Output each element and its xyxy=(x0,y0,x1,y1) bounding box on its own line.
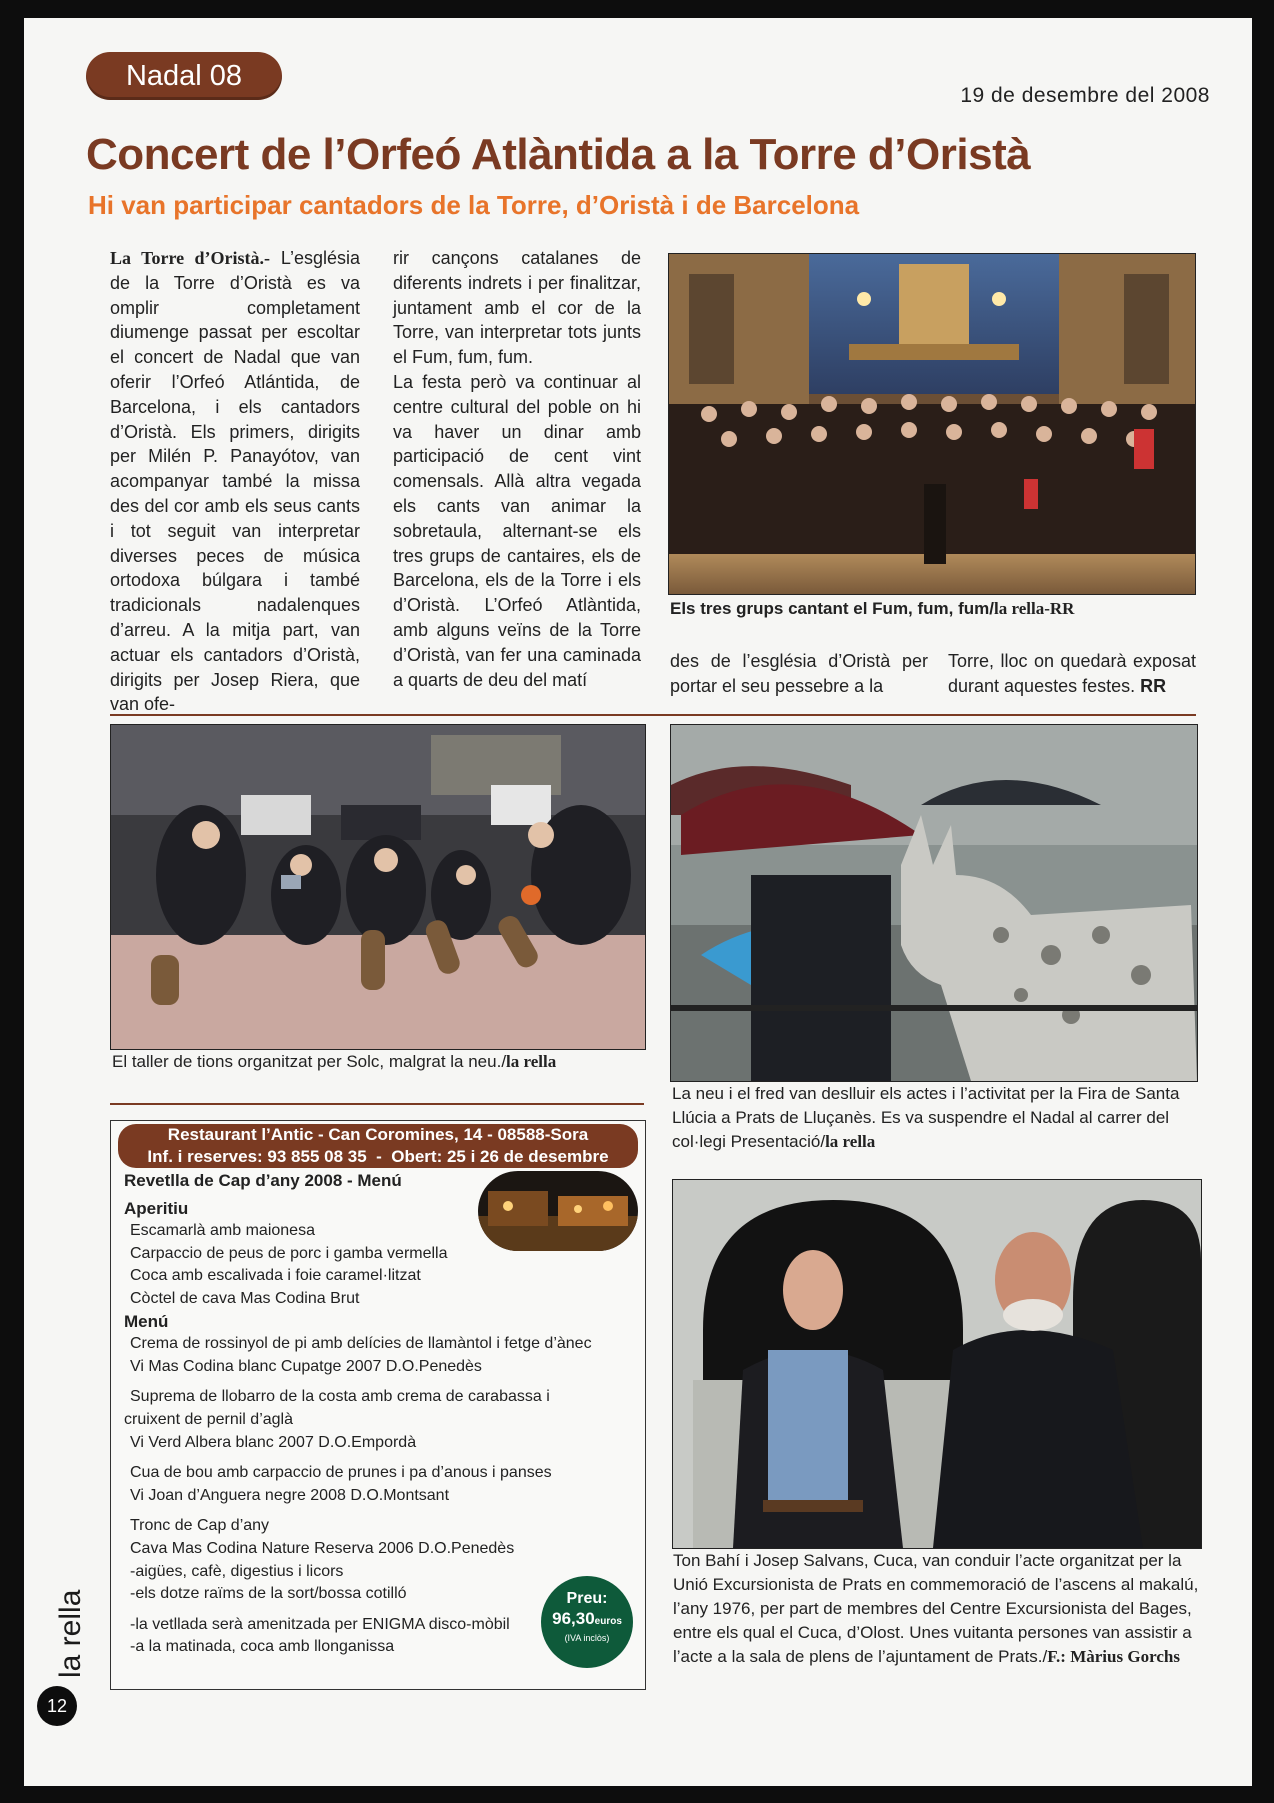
section-tag: Nadal 08 xyxy=(86,52,282,100)
restaurant-address: Restaurant l’Antic - Can Coromines, 14 - 08588-Sora xyxy=(167,1125,589,1144)
menu-extra: -a la matinada, coca amb llonganissa xyxy=(130,1638,395,1656)
subheadline: Hi van participar cantadors de la Torre, d’Oristà i de Barcelona xyxy=(88,190,860,220)
article-col4-text: Torre, lloc on quedarà exposat durant aquestes festes. xyxy=(948,651,1196,696)
tions-photo-caption xyxy=(112,1050,652,1074)
page-number: 12 xyxy=(37,1686,77,1726)
menu-heading: Menú xyxy=(124,1311,169,1331)
headline: Concert de l’Orfeó Atlàntida a la Torre d’Oristà xyxy=(86,130,1031,179)
choir-caption-credit: la rella-RR xyxy=(994,599,1075,618)
section-divider xyxy=(110,714,1196,716)
menu-dish: Suprema de llobarro de la costa amb crema de carabassa i xyxy=(130,1388,550,1406)
article-column-2 xyxy=(393,246,641,692)
choir-photo-image xyxy=(669,254,1195,594)
aperitiu-item: Còctel de cava Mas Codina Brut xyxy=(130,1289,360,1307)
donkey-caption-text: La neu i el fred van deslluir els actes i l’activitat per la Fira de Santa Llúcia a Prats de Lluçanès. Es va suspendre el Nadal al carrer del col·legi Presentació/ xyxy=(672,1084,1180,1151)
choir-caption-text: Els tres grups cantant el Fum, fum, fum/ xyxy=(670,599,994,618)
menu-wine: Vi Mas Codina blanc Cupatge 2007 D.O.Penedès xyxy=(130,1357,482,1375)
restaurant-banner xyxy=(118,1124,638,1168)
magazine-logo-vertical xyxy=(44,1560,94,1680)
menu-wine: Cava Mas Codina Nature Reserva 2006 D.O.Penedès xyxy=(130,1539,515,1557)
menu-extra: -aigües, cafè, digestius i licors xyxy=(130,1562,344,1580)
aperitiu-item: Escamarlà amb maionesa xyxy=(130,1222,315,1240)
menu-wine: Vi Verd Albera blanc 2007 D.O.Empordà xyxy=(130,1433,417,1451)
price-label: Preu: xyxy=(566,1590,608,1607)
article-col2-p1: rir cançons catalanes de diferents indrets i per finalitzar, juntament amb el cor de la Torre, van interpretar tots junts el Fum, fum, fum. xyxy=(393,248,641,368)
donkey-photo xyxy=(670,724,1198,1082)
article-col3-text: des de l’església d’Oristà per portar el seu pessebre a la xyxy=(670,651,928,696)
issue-date: 19 de desembre del 2008 xyxy=(960,84,1210,107)
menu-extra: -els dotze raïms de la sort/bossa cotilló xyxy=(130,1585,407,1603)
restaurant-contact: Inf. i reserves: 93 855 08 35 - Obert: 25 i 26 de desembre xyxy=(147,1147,609,1166)
side-label: la rella xyxy=(54,1589,87,1678)
donkey-photo-image xyxy=(671,725,1197,1081)
aperitiu-heading: Aperitiu xyxy=(124,1198,189,1218)
menu-dish: Tronc de Cap d’any xyxy=(130,1517,270,1535)
tions-caption-credit: la rella xyxy=(506,1052,557,1071)
menu-divider xyxy=(110,1103,644,1105)
menu-dish-cont: cruixent de pernil d’aglà xyxy=(124,1410,293,1428)
donkey-photo-caption xyxy=(672,1082,1200,1154)
article-column-1 xyxy=(110,246,360,717)
magazine-logo xyxy=(44,1560,94,1680)
donkey-caption-credit: la rella xyxy=(825,1132,876,1151)
price-badge xyxy=(541,1576,633,1668)
menu-title: Revetlla de Cap d’any 2008 - Menú xyxy=(124,1171,402,1190)
article-column-3 xyxy=(670,649,928,699)
aperitiu-item: Coca amb escalivada i foie caramel·litzat xyxy=(130,1267,421,1285)
aperitiu-item: Carpaccio de peus de porc i gamba vermella xyxy=(130,1244,448,1262)
article-col1-text: L’església de la Torre d’Oristà es va omplir completament diumenge passat per escoltar el concert de Nadal que van oferir l’Orfeó Atlántida, de Barcelona, i els cantadors d’Oristà. Els primers, dirigits per Milén P. Panayótov, van acompanyar també la missa des del cor amb els seus cants i tot seguit van interpretar diverses peces de música ortodoxa búlgara i també tradicionals nadalenques d’arreu. A la mitja part, van actuar els cantadors d’Oristà, dirigits per Josep Riera, que van ofe- xyxy=(110,248,360,715)
choir-photo-caption xyxy=(670,597,1196,621)
price-value: 96,30 xyxy=(552,1609,595,1628)
choir-photo xyxy=(668,253,1196,595)
menu-wine: Vi Joan d’Anguera negre 2008 D.O.Montsant xyxy=(130,1486,450,1504)
article-column-4 xyxy=(948,649,1196,699)
tions-caption-text: El taller de tions organitzat per Solc, malgrat la neu./ xyxy=(112,1052,507,1071)
menu-dish: Crema de rossinyol de pi amb delícies de llamàntol i fetge d’ànec xyxy=(130,1335,592,1353)
price-note: (IVA inclòs) xyxy=(564,1633,610,1643)
menu-extra: -la vetllada serà amenitzada per ENIGMA disco-mòbil xyxy=(130,1615,510,1633)
article-col2-p2: La festa però va continuar al centre cultural del poble on hi va haver un dinar amb participació de cent vint comensals. Allà altra vegada els cants van animar la sobretaula, alternant-se els tres grups de cantaires, els de Barcelona, els de la Torre i els d’Oristà. L’Orfeó Atlàntida, amb alguns veïns de la Torre d’Oristà, van fer una caminada a quarts de deu del matí xyxy=(393,371,641,690)
speakers-photo xyxy=(672,1179,1202,1549)
article-signature: RR xyxy=(1140,675,1167,696)
tions-photo xyxy=(110,724,646,1050)
speakers-caption-credit: F.: Màrius Gorchs xyxy=(1047,1647,1180,1666)
speakers-photo-caption xyxy=(673,1549,1203,1669)
speakers-photo-image xyxy=(673,1180,1201,1548)
speakers-caption-text: Ton Bahí i Josep Salvans, Cuca, van conduir l’acte organitzat per la Unió Excursionista de Prats en commemoració de l’ascens al makalú, l’any 1976, per part de membres del Centre Excursionista del Bages, entre els qual el Cuca, d’Olost. Unes vuitanta persones van assistir a l’acte a la sala de plens de l’ajuntament de Prats./ xyxy=(673,1551,1199,1666)
menu-content xyxy=(124,1170,624,1659)
price-unit: euros xyxy=(594,1616,622,1627)
tions-photo-image xyxy=(111,725,645,1049)
article-lead: La Torre d’Oristà.- xyxy=(110,248,270,268)
menu-dish: Cua de bou amb carpaccio de prunes i pa d’anous i panses xyxy=(130,1464,552,1482)
